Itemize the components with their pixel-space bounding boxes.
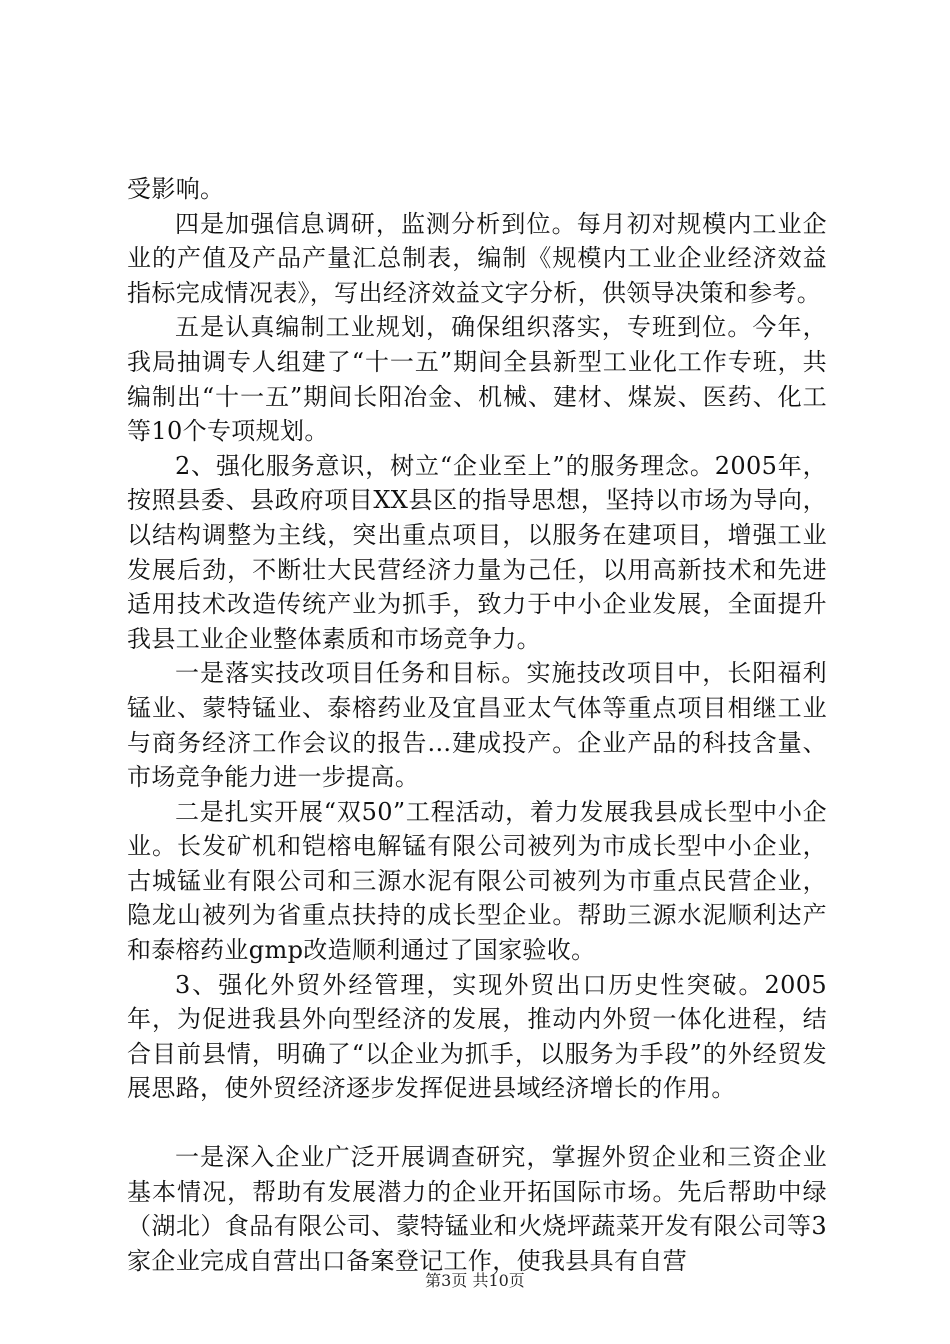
page-footer: 第3页 共10页 xyxy=(425,1271,525,1290)
paragraph-industrial-planning: 五是认真编制工业规划，确保组织落实，专班到位。今年，我局抽调专人组建了“十一五”期间全县新型工业化工作专班，共编制出“十一五”期间长阳冶金、机械、建材、煤炭、医药、化工等10个专项规划。 xyxy=(127,313,827,446)
paragraph-double-50: 二是扎实开展“双50”工程活动，着力发展我县成长型中小企业。长发矿机和铠榕电解锰有限公司被列为市成长型中小企业，古城锰业有限公司和三源水泥有限公司被列为市重点民营企业，隐龙山被列为省重点扶持的成长型企业。帮助三源水泥顺利达产和泰榕药业gmp改造顺利通过了国家验收。 xyxy=(127,797,827,965)
paragraph-continuation: 受影响。 xyxy=(127,175,225,203)
paragraph-tech-upgrade: 一是落实技改项目任务和目标。实施技改项目中，长阳福利锰业、蒙特锰业、泰榕药业及宜昌亚太气体等重点项目相继工业与商务经济工作会议的报告...建成投产。企业产品的科技含量、市场竞争能力进一步提高。 xyxy=(127,659,827,792)
paragraph-enterprise-survey: 一是深入企业广泛开展调查研究，掌握外贸企业和三资企业基本情况，帮助有发展潜力的企业开拓国际市场。先后帮助中绿（湖北）食品有限公司、蒙特锰业和火烧坪蔬菜开发有限公司等3家企业完成自营出口备案登记工作，使我县具有自营 xyxy=(127,1143,827,1275)
paragraph-foreign-trade: 3、强化外贸外经管理，实现外贸出口历史性突破。2005年，为促进我县外向型经济的发展，推动内外贸一体化进程，结合目前县情，明确了“以企业为抓手，以服务为手段”的外经贸发展思路，使外贸经济逐步发挥促进县域经济增长的作用。 xyxy=(127,970,827,1103)
document-body xyxy=(127,172,827,1278)
paragraph-service-awareness: 2、强化服务意识，树立“企业至上”的服务理念。2005年，按照县委、县政府项目XX县区的指导思想，坚持以市场为导向，以结构调整为主线，突出重点项目，以服务在建项目，增强工业发展后劲，不断壮大民营经济力量为己任，以用高新技术和先进适用技术改造传统产业为抓手，致力于中小企业发展，全面提升我县工业企业整体素质和市场竞争力。 xyxy=(127,451,827,653)
paragraph-info-research: 四是加强信息调研，监测分析到位。每月初对规模内工业企业的产值及产品产量汇总制表，编制《规模内工业企业经济效益指标完成情况表》，写出经济效益文字分析，供领导决策和参考。 xyxy=(127,209,827,307)
